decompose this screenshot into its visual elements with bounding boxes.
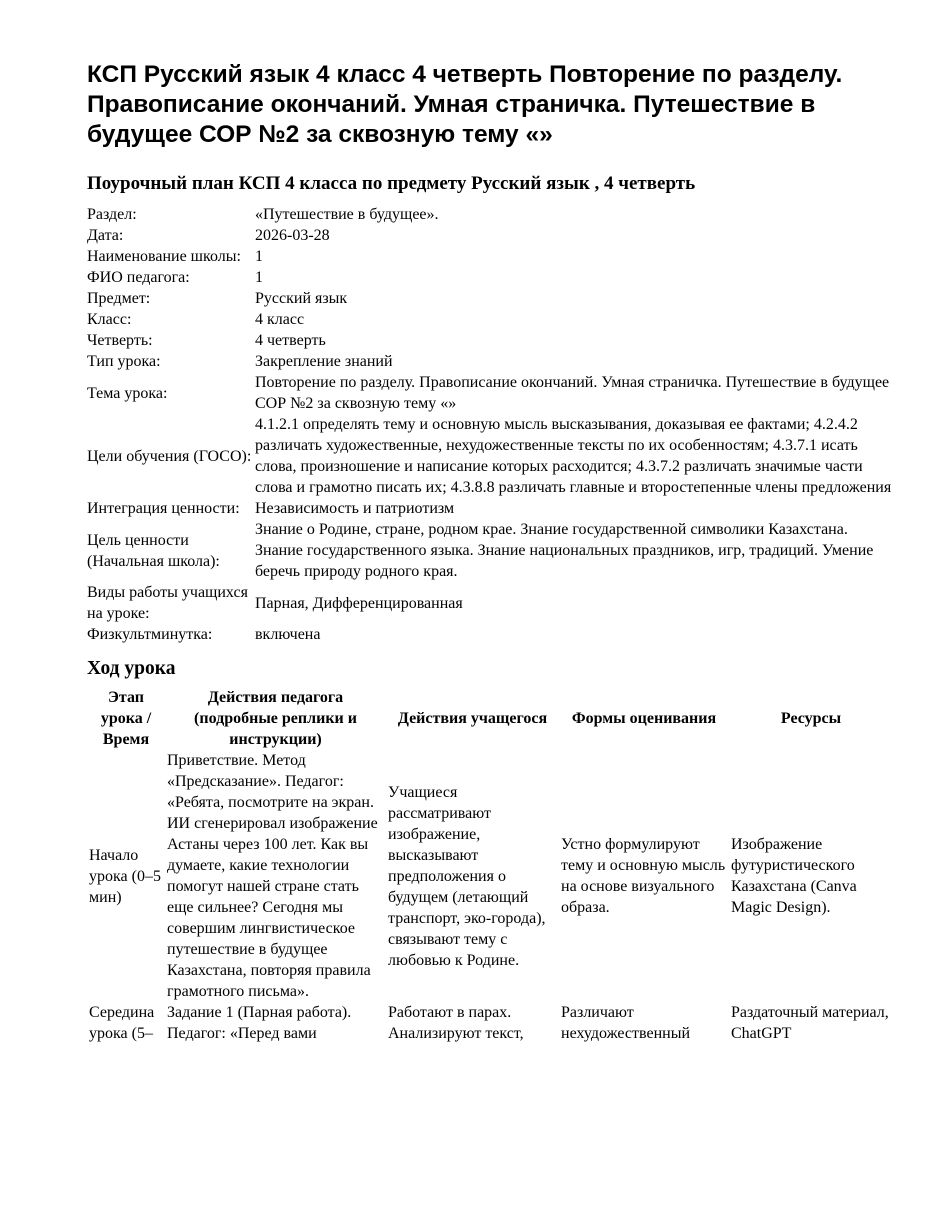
document-subtitle: Поурочный план КСП 4 класса по предмету Русский язык , 4 четверть <box>87 173 696 194</box>
info-label: Дата: <box>87 227 124 244</box>
info-value: Независимость и патриотизм <box>255 500 455 517</box>
cell-stage: Середина урока (5– <box>89 1004 155 1042</box>
info-row <box>87 519 893 582</box>
info-row <box>87 204 893 225</box>
info-row <box>87 225 893 246</box>
column-header-student-actions: Действия учащегося <box>397 710 548 727</box>
info-label: Тип урока: <box>87 353 161 370</box>
info-label: Цель ценности (Начальная школа): <box>87 531 220 570</box>
info-value: 2026-03-28 <box>255 227 330 244</box>
info-row <box>87 498 893 519</box>
cell-resources: Раздаточный материал, ChatGPT <box>731 1004 889 1042</box>
info-label: Тема урока: <box>87 384 168 402</box>
lesson-info-table <box>87 204 893 645</box>
column-header-assessment: Формы оценивания <box>571 710 717 727</box>
info-label: Класс: <box>87 311 132 328</box>
table-row <box>87 750 893 1002</box>
info-value: 1 <box>255 248 263 265</box>
info-row <box>87 624 893 645</box>
cell-teacher-actions: Приветствие. Метод «Предсказание». Педагог: «Ребята, посмотрите на экран. ИИ сгенерировал изображение Астаны через 100 лет. Как вы думаете, какие технологии помогут нашей стране стать еще сильнее? Сегодня мы совершим лингвистическое путешествие в будущее Казахстана, повторяя правила грамотного письма». <box>167 752 378 1000</box>
info-value: 1 <box>255 269 263 286</box>
column-header-stage: Этап урока / Время <box>100 689 152 748</box>
info-value: Знание о Родине, стране, родном крае. Знание государственной символики Казахстана. Знание государственного языка. Знание национальных праздников, игр, традиций. Умение беречь природу родного края. <box>255 521 874 580</box>
column-header-teacher-actions: Действия педагога (подробные реплики и инструкции) <box>194 689 357 748</box>
table-row <box>87 1002 893 1044</box>
info-value: 4 четверть <box>255 332 326 349</box>
info-row <box>87 414 893 498</box>
info-row <box>87 309 893 330</box>
info-value: 4 класс <box>255 311 305 328</box>
info-value: Повторение по разделу. Правописание окончаний. Умная страничка. Путешествие в будущее СОР №2 за сквозную тему «» <box>255 374 890 412</box>
info-row <box>87 267 893 288</box>
info-value: Русский язык <box>255 290 348 307</box>
lesson-flow-table <box>87 687 893 1044</box>
info-row <box>87 351 893 372</box>
info-value: 4.1.2.1 определять тему и основную мысль высказывания, доказывая ее фактами; 4.2.4.2 различать художественные, нехудожественные тексты по их особенностям; 4.3.7.1 исать слова, произношение и написание которых расходится; 4.3.7.2 различать значимые части слова и грамотно писать их; 4.3.8.8 различать главные и второстепенные члены предложения <box>255 416 892 496</box>
info-label: Раздел: <box>87 206 137 223</box>
info-row <box>87 372 893 414</box>
info-value: «Путешествие в будущее». <box>255 206 439 223</box>
info-label: Цели обучения (ГОСО): <box>87 447 252 465</box>
info-label: Четверть: <box>87 332 153 349</box>
cell-stage: Начало урока (0–5 мин) <box>89 846 161 906</box>
info-label: Предмет: <box>87 290 151 307</box>
lesson-flow-heading: Ход урока <box>87 658 176 679</box>
cell-assessment: Различают нехудожественный <box>561 1004 691 1042</box>
cell-resources: Изображение футуристического Казахстана (Canva Magic Design). <box>731 836 857 916</box>
cell-student-actions: Работают в парах. Анализируют текст, <box>388 1004 524 1042</box>
cell-teacher-actions: Задание 1 (Парная работа). Педагог: «Перед вами <box>167 1004 352 1042</box>
cell-assessment: Устно формулируют тему и основную мысль на основе визуального образа. <box>561 836 726 916</box>
info-row <box>87 246 893 267</box>
info-row <box>87 288 893 309</box>
column-header-resources: Ресурсы <box>780 710 842 727</box>
info-value: включена <box>255 626 321 643</box>
info-label: Наименование школы: <box>87 248 241 265</box>
cell-student-actions: Учащиеся рассматривают изображение, высказывают предположения о будущем (летающий транспорт, эко-города), связывают тему с любовью к Родине. <box>388 783 546 969</box>
info-label: Виды работы учащихся на уроке: <box>87 584 248 622</box>
info-row <box>87 330 893 351</box>
info-label: Интеграция ценности: <box>87 500 240 517</box>
info-row <box>87 582 893 624</box>
info-label: ФИО педагога: <box>87 269 190 286</box>
document-title: КСП Русский язык 4 класс 4 четверть Повторение по разделу. Правописание окончаний. Умная страничка. Путешествие в будущее СОР №2 за сквозную тему «» <box>87 61 843 148</box>
info-label: Физкультминутка: <box>87 626 213 643</box>
info-value: Парная, Дифференцированная <box>255 594 463 612</box>
info-value: Закрепление знаний <box>255 353 393 370</box>
table-header-row <box>87 687 893 750</box>
